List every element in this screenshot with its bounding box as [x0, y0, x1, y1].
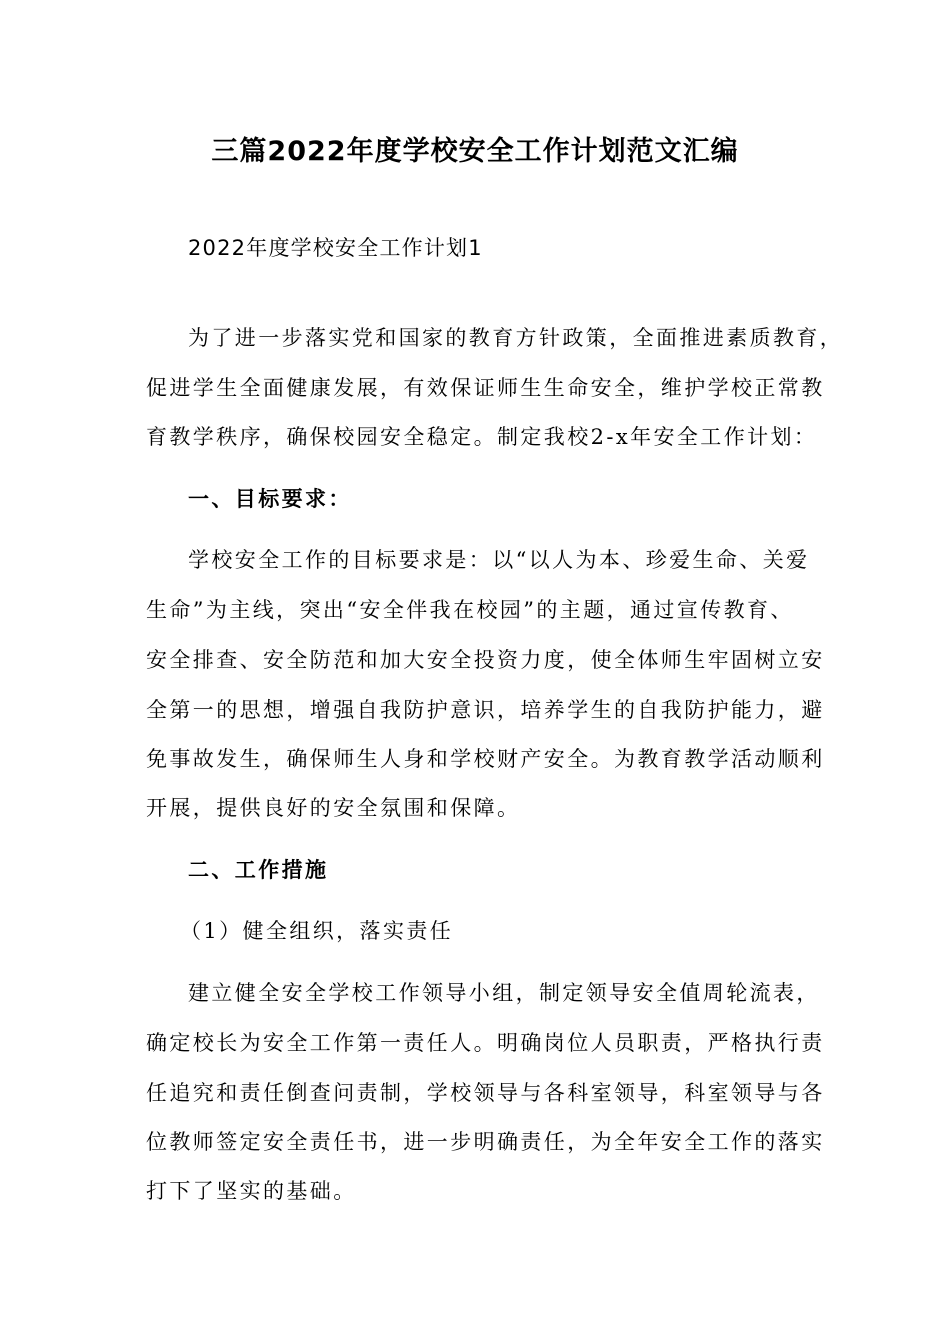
intro-line-1: 为了进一步落实党和国家的教育方针政策，全面推进素质教育， [188, 326, 844, 350]
organization-line-5: 打下了坚实的基础。 [146, 1179, 357, 1203]
subsection-heading-organization: （1）健全组织，落实责任 [180, 919, 454, 943]
section-heading-goals: 一、目标要求： [188, 487, 352, 511]
goals-line-1: 学校安全工作的目标要求是：以“以人为本、珍爱生命、关爱 [188, 548, 810, 572]
goals-line-5: 免事故发生，确保师生人身和学校财产安全。为教育教学活动顺利 [146, 747, 825, 771]
intro-line-3: 育教学秩序，确保校园安全稳定。制定我校2-x年安全工作计划： [146, 425, 818, 449]
goals-line-4: 全第一的思想，增强自我防护意识，培养学生的自我防护能力，避 [146, 698, 825, 722]
plan-subtitle: 2022年度学校安全工作计划1 [188, 236, 483, 260]
goals-line-6: 开展，提供良好的安全氛围和保障。 [146, 796, 521, 820]
document-title: 三篇2022年度学校安全工作计划范文汇编 [211, 136, 739, 167]
goals-line-3: 安全排查、安全防范和加大安全投资力度，使全体师生牢固树立安 [146, 648, 825, 672]
organization-line-2: 确定校长为安全工作第一责任人。明确岗位人员职责，严格执行责 [146, 1031, 825, 1055]
section-heading-measures: 二、工作措施 [188, 858, 329, 882]
organization-line-4: 位教师签定安全责任书，进一步明确责任，为全年安全工作的落实 [146, 1130, 825, 1154]
intro-line-2: 促进学生全面健康发展，有效保证师生生命安全，维护学校正常教 [146, 376, 825, 400]
organization-line-3: 任追究和责任倒查问责制，学校领导与各科室领导，科室领导与各 [146, 1081, 825, 1105]
goals-line-2: 生命”为主线，突出“安全伴我在校园”的主题，通过宣传教育、 [146, 598, 794, 622]
organization-line-1: 建立健全安全学校工作领导小组，制定领导安全值周轮流表， [188, 981, 820, 1005]
